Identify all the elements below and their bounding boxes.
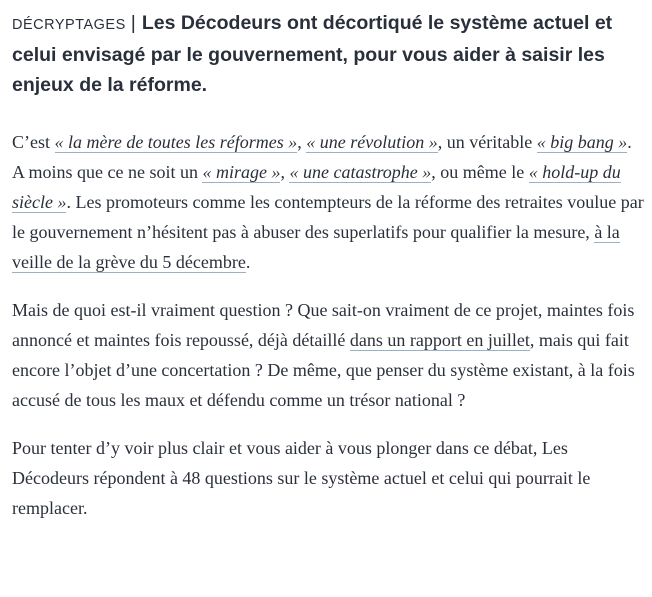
text: C’est	[12, 132, 55, 152]
link-revolution[interactable]: « une révolution »	[306, 132, 438, 152]
article-lead	[12, 8, 644, 100]
article	[12, 8, 644, 541]
text: Pour tenter d’y voir plus clair et vous aider à vous plonger dans ce débat, Les Décodeurs répondent à 48 questions sur le système actuel et celui qui pourrait le remplacer.	[12, 438, 591, 518]
text: , un véritable	[437, 132, 537, 152]
link-greve-5-decembre[interactable]: à la veille de la grève du 5 décembre	[12, 222, 620, 272]
text: . A moins que ce ne soit un	[12, 132, 632, 182]
link-catastrophe[interactable]: « une catastrophe »	[289, 162, 432, 182]
paragraph-1	[12, 127, 644, 277]
text: .	[245, 252, 251, 272]
link-hold-up-du-siecle[interactable]: « hold-up du siècle »	[12, 162, 621, 212]
text: ,	[280, 162, 290, 182]
paragraph-2	[12, 295, 644, 415]
text: , mais qui fait encore l’objet d’une concertation ? De même, que penser du système existant, à la fois accusé de tous les maux et défendu comme un trésor national ?	[12, 330, 635, 410]
text: Mais de quoi est-il vraiment question ? Que sait-on vraiment de ce projet, maintes fois annoncé et maintes fois repoussé, déjà détaillé	[12, 300, 635, 350]
paragraph-3	[12, 433, 644, 523]
text: , ou même le	[431, 162, 529, 182]
section-label[interactable]: DÉCRYPTAGES	[12, 17, 126, 33]
link-rapport-juillet[interactable]: dans un rapport en juillet	[349, 330, 530, 350]
text: ,	[297, 132, 307, 152]
link-mirage[interactable]: « mirage »	[202, 162, 281, 182]
link-big-bang[interactable]: « big bang »	[536, 132, 628, 152]
text: . Les promoteurs comme les contempteurs de la réforme des retraites voulue par le gouvernement n’hésitent pas à abuser des superlatifs pour qualifier la mesure,	[12, 192, 644, 242]
lead-text: Les Décodeurs ont décortiqué le système actuel et celui envisagé par le gouvernement, pour vous aider à saisir les enjeux de la réforme.	[12, 12, 613, 96]
section-separator: |	[130, 12, 136, 34]
link-mere-des-reformes[interactable]: « la mère de toutes les réformes »	[54, 132, 298, 152]
